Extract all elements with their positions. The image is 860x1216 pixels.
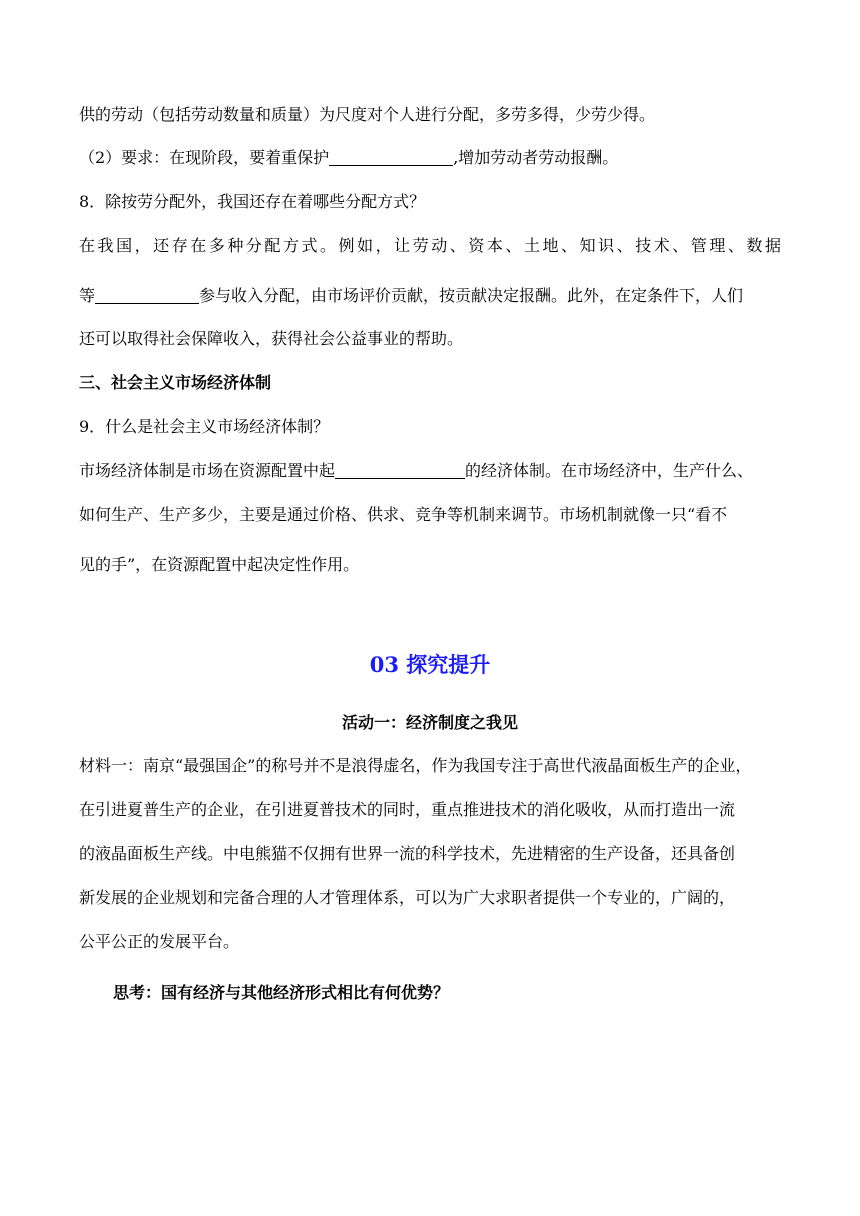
text-line: 如何生产、生产多少，主要是通过价格、供求、竞争等机制来调节。市场机制就像一只“看不 — [79, 505, 728, 524]
question-9: 9．什么是社会主义市场经济体制？ — [79, 417, 330, 436]
material-line: 在引进夏普生产的企业，在引进夏普技术的同时，重点推进技术的消化吸收，从而打造出一流 — [79, 800, 736, 819]
think-question: 思考：国有经济与其他经济形式相比有何优势？ — [113, 983, 450, 1002]
text-line: 供的劳动（包括劳动数量和质量）为尺度对个人进行分配，多劳多得，少劳少得。 — [79, 105, 656, 124]
fill-blank[interactable] — [335, 462, 465, 479]
heading-3: 三、社会主义市场经济体制 — [79, 373, 272, 392]
question-8: 8．除按劳分配外，我国还存在着哪些分配方式？ — [79, 192, 426, 211]
activity-title: 活动一：经济制度之我见 — [341, 713, 518, 732]
text-line: 等 参与收入分配，由市场评价贡献，按贡献决定报酬。此外，在定条件下，人们 — [79, 286, 744, 305]
material-line: 新发展的企业规划和完备合理的人才管理体系，可以为广大求职者提供一个专业的，广阔的， — [79, 888, 736, 907]
material-line: 的液晶面板生产线。中电熊猫不仅拥有世界一流的科学技术，先进精密的生产设备，还具备创 — [79, 844, 736, 863]
material-line: 公平公正的发展平台。 — [79, 932, 240, 951]
text-line: 市场经济体制是市场在资源配置中起 的经济体制。在市场经济中，生产什么、 — [79, 461, 754, 480]
fill-blank[interactable] — [95, 287, 199, 304]
material-line: 材料一：南京“最强国企”的称号并不是浪得虚名，作为我国专注于高世代液晶面板生产的企业， — [79, 756, 752, 775]
text-line: （2）要求：在现阶段，要着重保护 ,增加劳动者劳动报酬。 — [79, 148, 619, 167]
text-line: 见的手”，在资源配置中起决定性作用。 — [79, 555, 360, 574]
section-title: 03 探究提升 — [369, 652, 491, 677]
fill-blank[interactable] — [329, 149, 453, 166]
text-line: 在我国，还存在多种分配方式。例如，让劳动、资本、土地、知识、技术、管理、数据 — [79, 236, 781, 255]
text-line: 还可以取得社会保障收入，获得社会公益事业的帮助。 — [79, 329, 464, 348]
